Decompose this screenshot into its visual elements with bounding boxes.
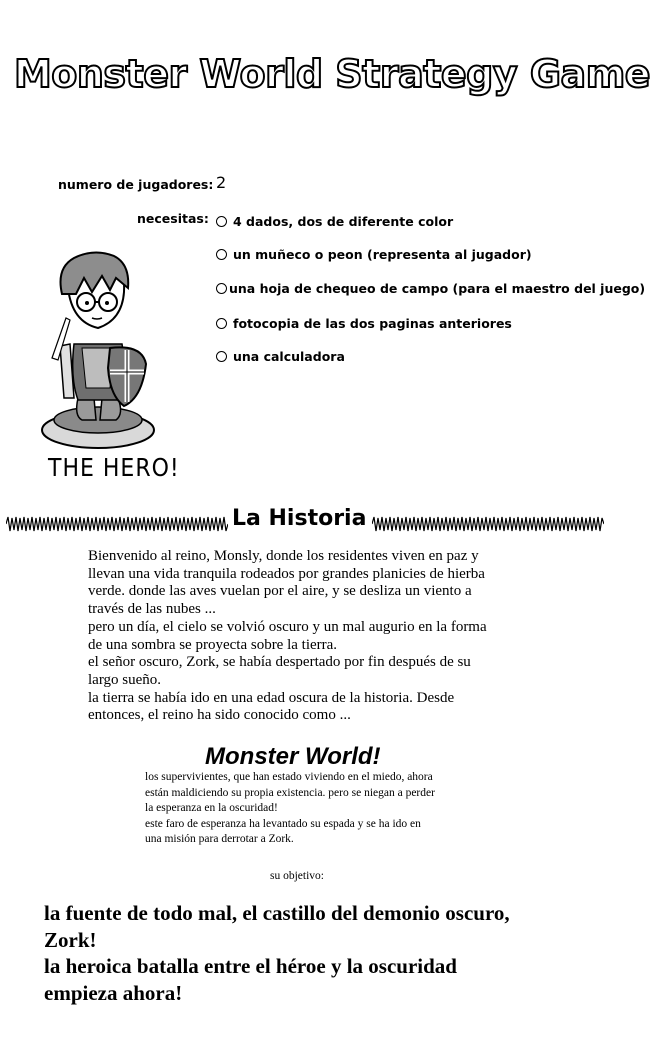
needs-label: necesitas:: [137, 211, 209, 226]
zigzag-divider-right: [372, 515, 604, 533]
players-label: numero de jugadores:: [58, 177, 214, 192]
story-line: largo sueño.: [88, 671, 162, 688]
survivors-line: una misión para derrotar a Zork.: [145, 833, 294, 845]
story-line: pero un día, el cielo se volvió oscuro y un mal augurio en la forma: [88, 618, 487, 635]
survivors-line: los supervivientes, que han estado viviendo en el miedo, ahora: [145, 771, 433, 783]
zigzag-divider-left: [6, 515, 228, 533]
finale-line: la fuente de todo mal, el castillo del demonio oscuro,: [44, 901, 510, 925]
page-title: Monster World Strategy Game: [13, 52, 651, 96]
hero-caption: THE HERO!: [48, 454, 180, 483]
need-item-label: fotocopia de las dos paginas anteriores: [233, 316, 512, 331]
story-paragraph: [88, 548, 558, 725]
circle-bullet-icon: [216, 249, 227, 260]
circle-bullet-icon: [216, 351, 227, 362]
need-item-label: una calculadora: [233, 349, 345, 364]
circle-bullet-icon: [216, 318, 227, 329]
survivors-line: están maldiciendo su propia existencia. pero se niegan a perder: [145, 786, 435, 799]
circle-bullet-icon: [216, 216, 227, 227]
players-value: 2: [216, 173, 227, 192]
story-line: través de las nubes ...: [88, 601, 216, 618]
story-line: la tierra se había ido en una edad oscura de la historia. Desde: [88, 689, 455, 706]
need-item-label: un muñeco o peon (representa al jugador): [233, 247, 532, 262]
history-heading: La Historia: [232, 506, 367, 531]
story-line: de una sombra se proyecta sobre la tierra.: [88, 636, 338, 653]
monster-world-title: Monster World!: [205, 743, 381, 770]
circle-bullet-icon: [216, 283, 227, 294]
need-item: [216, 214, 453, 229]
story-line: entonces, el reino ha sido conocido como ...: [88, 707, 351, 724]
story-line: Bienvenido al reino, Monsly, donde los residentes viven en paz y: [88, 548, 479, 564]
survivors-line: la esperanza en la oscuridad!: [145, 802, 278, 814]
hero-figure-illustration: [30, 248, 170, 458]
story-line: llevan una vida tranquila rodeados por grandes planicies de hierba: [88, 565, 485, 582]
need-item: [216, 349, 345, 364]
story-line: el señor oscuro, Zork, se había despertado por fin después de su: [88, 654, 471, 671]
story-line: verde. donde las aves vuelan por el aire, y se desliza un viento a: [88, 583, 472, 600]
survivors-line: este faro de esperanza ha levantado su espada y se ha ido en: [145, 817, 421, 830]
need-item: [216, 281, 645, 296]
survivors-paragraph: [145, 770, 505, 848]
need-item-label: una hoja de chequeo de campo (para el maestro del juego): [229, 281, 646, 296]
need-item-label: 4 dados, dos de diferente color: [233, 214, 454, 229]
need-item: [216, 316, 512, 331]
finale-text: [44, 900, 644, 1006]
finale-line: la heroica batalla entre el héroe y la oscuridad: [44, 954, 457, 978]
need-item: [216, 247, 532, 262]
objective-label: su objetivo:: [270, 870, 324, 882]
finale-line: Zork!: [44, 927, 97, 952]
finale-line: empieza ahora!: [44, 980, 183, 1005]
